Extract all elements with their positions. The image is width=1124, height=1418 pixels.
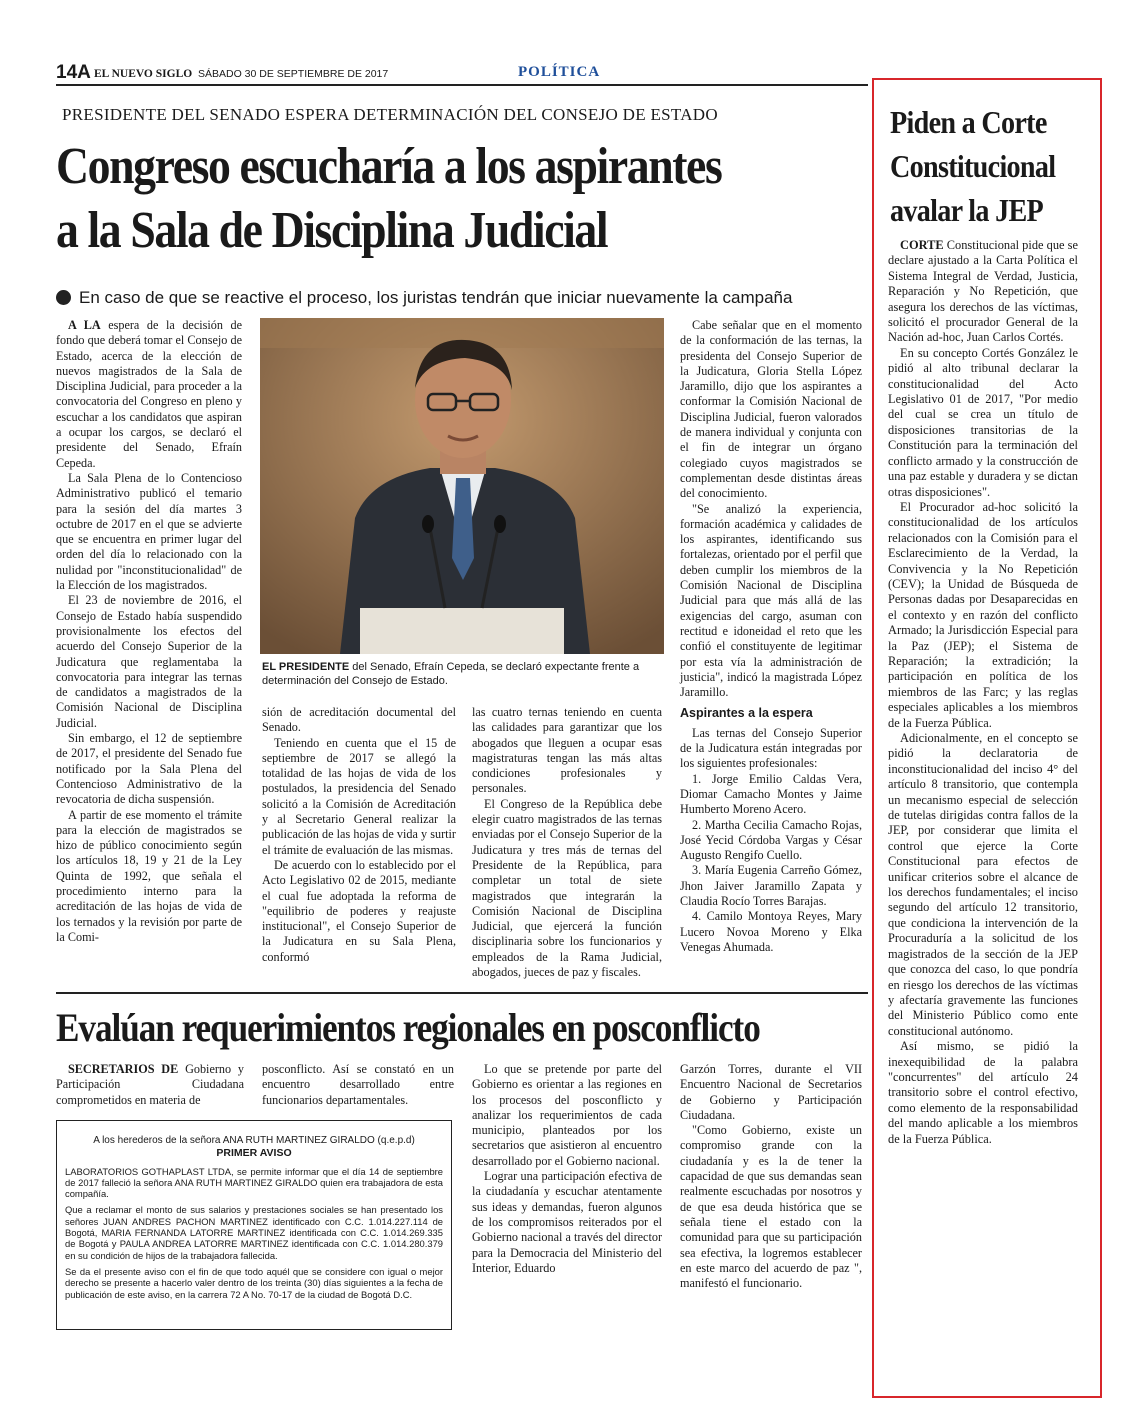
main-headline-line2: a la Sala de Disciplina Judicial bbox=[56, 202, 608, 259]
sidebar-headline-line2: Constitucional bbox=[890, 148, 1056, 184]
paragraph: A partir de ese momento el trámite para la elección de magistrados se hizo de público conocimiento según los artículos 18, 19 y 21 de la Ley Quinta de 1992, que señala el procedimiento interno para la acreditación de las hojas de vida de los ternados y la revisión por parte de la Comi- bbox=[56, 807, 242, 944]
paragraph: El Procurador ad-hoc solicitó la constitucionalidad de los artículos relacionados con la Comisión para el Esclarecimiento de la Verdad, la Convivencia y la No Repetición (CEV); la Unidad de Búsqueda de Personas dadas por Desaparecidas en el contexto y en razón del conflicto Armado; la Jurisdicción Especial para la Paz (JEP); el Sistema de Reparación; la extradición; la participación en política de los miembros de las Farc; y las reglas especiales aplicables a los miembros de la Fuerza Pública. bbox=[888, 499, 1078, 730]
paragraph: Sin embargo, el 12 de septiembre de 2017, el presidente del Senado fue notificado por la Sala Plena del Contencioso Administrativo de la revocatoria de dicha suspensión. bbox=[56, 731, 242, 807]
paragraph: El 23 de noviembre de 2016, el Consejo de Estado había suspendido provisionalmente los efectos del acuerdo del Consejo Superior de la Judicatura que reglamentaba la convocatoria para integrar las ternas de candidatos a magistrados de la Comisión Nacional de Disciplina Judicial. bbox=[56, 593, 242, 730]
paragraph: Garzón Torres, durante el VII Encuentro Nacional de Secretarios de Gobierno y Participación Ciudadana. bbox=[680, 1062, 862, 1122]
bullet-icon bbox=[56, 290, 71, 305]
paragraph: "Como Gobierno, existe un compromiso grande con la ciudadanía y es la de tener la capacidad de que sus demandas sean realmente escuchadas por nosotros y de que esa deuda histórica que se señala tiene el estado con la comunidad para que su participación sea efectiva, la logremos establecer en este marco del acuerdo de paz ", manifestó el funcionario. bbox=[680, 1123, 862, 1291]
sidebar-headline bbox=[890, 100, 1075, 232]
paragraph: Las ternas del Consejo Superior de la Judicatura están integradas por los siguientes profesionales: bbox=[680, 725, 862, 771]
paragraph: 4. Camilo Montoya Reyes, Mary Lucero Novoa Moreno y Elka Venegas Ahumada. bbox=[680, 909, 862, 954]
second-column-4 bbox=[680, 1062, 862, 1291]
notice-paragraph: LABORATORIOS GOTHAPLAST LTDA, se permite informar que el día 14 de septiembre de 2017 falleció la señora ANA RUTH MARTINEZ GIRALDO quien era trabajadora de esta compañía. bbox=[65, 1165, 443, 1200]
main-column-4 bbox=[680, 318, 862, 955]
lead-in: SECRETARIOS DE bbox=[68, 1062, 179, 1076]
paragraph: Lograr una participación efectiva de la ciudadanía y escuchar atentamente sus ideas y demandas, fueron algunos de los compromisos reiterados por el Gobierno nacional a través del director para la Democracia del Ministerio del Interior, Eduardo bbox=[472, 1169, 662, 1275]
main-headline-line1: Congreso escucharía a los aspirantes bbox=[56, 138, 722, 195]
main-kicker: PRESIDENTE DEL SENADO ESPERA DETERMINACIÓN DEL CONSEJO DE ESTADO bbox=[62, 105, 718, 124]
notice-paragraph: Se da el presente aviso con el fin de que todo aquél que se considere con igual o mejor derecho se presente a hacerlo valer dentro de los treinta (30) días siguientes a la fecha de publicación de este aviso, en la carrera 72 A No. 70-17 de la ciudad de Bogotá D.C. bbox=[65, 1265, 443, 1300]
main-column-2 bbox=[262, 705, 456, 965]
notice-recipient: A los herederos de la señora ANA RUTH MARTINEZ GIRALDO (q.e.p.d) bbox=[93, 1135, 415, 1146]
paragraph: De acuerdo con lo establecido por el Acto Legislativo 02 de 2015, mediante el cual fue adoptada la reforma de "equilibrio de poderes y reajuste institucional", el Consejo Superior de la Judicatura en su Sala Plena, conformó bbox=[262, 857, 456, 964]
main-headline bbox=[56, 135, 874, 263]
main-column-1 bbox=[56, 318, 242, 945]
paragraph: Gobierno y Participación Ciudadana comprometidos en materia de bbox=[56, 1062, 245, 1107]
paragraph: espera de la decisión de fondo que deberá tomar el Consejo de Estado, acerca de la elección de nuevos magistrados de la Sala de Disciplina Judicial, para proceder a la convocatoria del Congreso en pleno y escuchar a los candidatos que aspiran a ocupar los cargos, se declaró el presidente del Senado, Efraín Cepeda. bbox=[56, 318, 243, 470]
paragraph: El Congreso de la República debe elegir cuatro magistrados de las ternas enviadas por el Consejo Superior de la Judicatura y tres más de ternas del Presidente de la República, para completar un total de siete magistrados que integrarán la Comisión Nacional de Disciplina Judicial, que ejercerá la función disciplinaria sobre los funcionarios y empleados de la Rama Judicial, abogados, jueces de paz y fiscales. bbox=[472, 796, 662, 980]
caption-text: del Senado, Efraín Cepeda, se declaró expectante frente a determinación del Consejo de Estado. bbox=[262, 661, 640, 687]
second-column-3 bbox=[472, 1062, 662, 1276]
paper-name: EL NUEVO SIGLO bbox=[94, 68, 193, 80]
paragraph: Así mismo, se pidió la inexequibilidad de la palabra "concurrentes" del artículo 24 transitorio sobre el control efectivo, como elemento de la responsabilidad del mando aplicable a los miembros de la Fuerza Pública. bbox=[888, 1039, 1078, 1146]
paragraph: En su concepto Cortés González le pidió al alto tribunal declarar la constitucionalidad del Acto Legislativo 01 de 2017, "Por medio del cual se crea un título de disposiciones transitorias de la Constitución para la terminación del conflicto armado y la construcción de una paz estable y duradera y se dictan otras disposiciones". bbox=[888, 345, 1078, 499]
second-headline: Evalúan requerimientos regionales en posconflicto bbox=[56, 1005, 760, 1050]
second-column-2 bbox=[262, 1062, 454, 1108]
photo-illustration bbox=[260, 318, 664, 654]
second-column-1 bbox=[56, 1062, 244, 1108]
lead-in: CORTE bbox=[900, 238, 944, 252]
paragraph: Cabe señalar que en el momento de la conformación de las ternas, la presidenta del Consejo Superior de la Judicatura, Gloria Stella López Jaramillo, dijo que los aspirantes a conformar la Comisión Nacional de Disciplina Judicial, fueron valorados de manera individual y conjunta con el fin de integrar un órgano colegiado cuyos magistrados se complementan desde distintas áreas del conocimiento. bbox=[680, 318, 862, 501]
paragraph: 3. María Eugenia Carreño Gómez, Jhon Jaiver Jaramillo Zapata y Claudia Rocío Torres Barajas. bbox=[680, 863, 862, 908]
paragraph: sión de acreditación documental del Senado. bbox=[262, 705, 456, 735]
sidebar-headline-line3: avalar la JEP bbox=[890, 192, 1044, 228]
notice-title: PRIMER AVISO bbox=[216, 1147, 292, 1160]
photo-efrain-cepeda bbox=[260, 318, 664, 654]
paragraph: Teniendo en cuenta que el 15 de septiembre de 2017 se allegó la totalidad de las hojas de vida de los postulados, la presidencia del Senado solicitó a la Comisión de Acreditación y al Secretario General realizar la publicación de las hojas de vida y surtir el trámite de evaluación de las mismas. bbox=[262, 735, 456, 857]
paragraph: 2. Martha Cecilia Camacho Rojas, José Yecid Córdoba Vargas y César Augusto Rengifo Cuello. bbox=[680, 817, 862, 863]
section-name: POLÍTICA bbox=[518, 64, 601, 80]
paragraph: "Se analizó la experiencia, formación académica y calidades de los aspirantes, identificando sus fortalezas, orientado por el perfil que deben cumplir los miembros de la Comisión Nacional de Disciplina Judicial para que más allá de las exigencias del cargo, asuman con rectitud e idoneidad el reto que les confió el constituyente de legitimar por esta vía la administración de justicia", indicó la magistrada López Jaramillo. bbox=[680, 501, 862, 700]
paragraph: Lo que se pretende por parte del Gobierno es orientar a las regiones en los procesos del posconflicto y analizar los requerimientos de cada municipio, planteados por los secretarios que asistieron al encuentro desarrollado por el Gobierno nacional. bbox=[472, 1062, 662, 1168]
edition-date: SÁBADO 30 DE SEPTIEMBRE DE 2017 bbox=[198, 68, 389, 80]
caption-lead: EL PRESIDENTE bbox=[262, 661, 350, 673]
main-column-3 bbox=[472, 705, 662, 980]
page-number: 14A bbox=[56, 62, 91, 83]
paragraph: 1. Jorge Emilio Caldas Vera, Diomar Camacho Montes y Jaime Humberto Moreno Acero. bbox=[680, 771, 862, 817]
legal-notice bbox=[56, 1120, 452, 1330]
sidebar-body bbox=[888, 238, 1078, 1147]
sidebar-headline-line1: Piden a Corte bbox=[890, 104, 1047, 140]
main-deck bbox=[56, 288, 792, 308]
paragraph: Constitucional pide que se declare ajustado a la Carta Política el Sistema Integral de Verdad, Justicia, Reparación y No Repetición, que asegura los derechos de las víctimas, solicitó el procurador General de la Nación ad-hoc, Juan Carlos Cortés. bbox=[888, 238, 1078, 345]
photo-caption bbox=[262, 660, 662, 688]
masthead bbox=[56, 62, 856, 84]
lead-in: A LA bbox=[68, 318, 101, 332]
subhead: Aspirantes a la espera bbox=[680, 706, 813, 721]
paragraph: posconflicto. Así se constató en un encuentro desarrollado entre funcionarios departamentales. bbox=[262, 1062, 454, 1107]
deck-text: En caso de que se reactive el proceso, los juristas tendrán que iniciar nuevamente la campaña bbox=[79, 288, 793, 307]
paragraph: Adicionalmente, en el concepto se pidió la declaratoria de inconstitucionalidad del inciso 4° del artículo 8 transitorio, que contempla un mecanismo especial de selección de tutelas dirigidas contra fallos de la JEP, por considerar que limita el control que ejerce la Corte Constitucional para efectos de unificar criterios sobre el alcance de los derechos fundamentales; el inciso segundo del artículo 12 transitorio, que condiciona la intervención de la Procuraduría a la solicitud de los magistrados de la sección de la JEP que conozca del caso, lo que pondría en riesgo los derechos de las víctimas y afectaría gravemente las funciones del Ministerio Público como ente constitucional autónomo. bbox=[888, 731, 1078, 1038]
notice-paragraph: Que a reclamar el monto de sus salarios y prestaciones sociales se han presentado los señores JUAN ANDRES PACHON MARTINEZ identificado con C.C. 1.014.227.114 de Bogotá, MARIA FERNANDA LATORRE MARTINEZ identificada con C.C. 1.014.269.335 de Bogotá y PAULA ANDREA LATORRE MARTINEZ identificada con C.C. 1.014.280.379 en su condición de hijos de la trabajadora fallecida. bbox=[65, 1204, 443, 1261]
masthead-rule bbox=[56, 84, 868, 86]
paragraph: La Sala Plena de lo Contencioso Administrativo publicó el temario para la sesión del día martes 3 octubre de 2017 en el que se advierte que se encuentra en primer lugar del orden del día lo relacionado con la nulidad por "inconstitucionalidad" de la Elección de los magistrados. bbox=[56, 470, 242, 593]
story-divider bbox=[56, 992, 868, 994]
paragraph: las cuatro ternas teniendo en cuenta las calidades para garantizar que los abogados que lleguen a ocupar esas magistraturas tengan las más altas condiciones profesionales y personales. bbox=[472, 705, 662, 796]
